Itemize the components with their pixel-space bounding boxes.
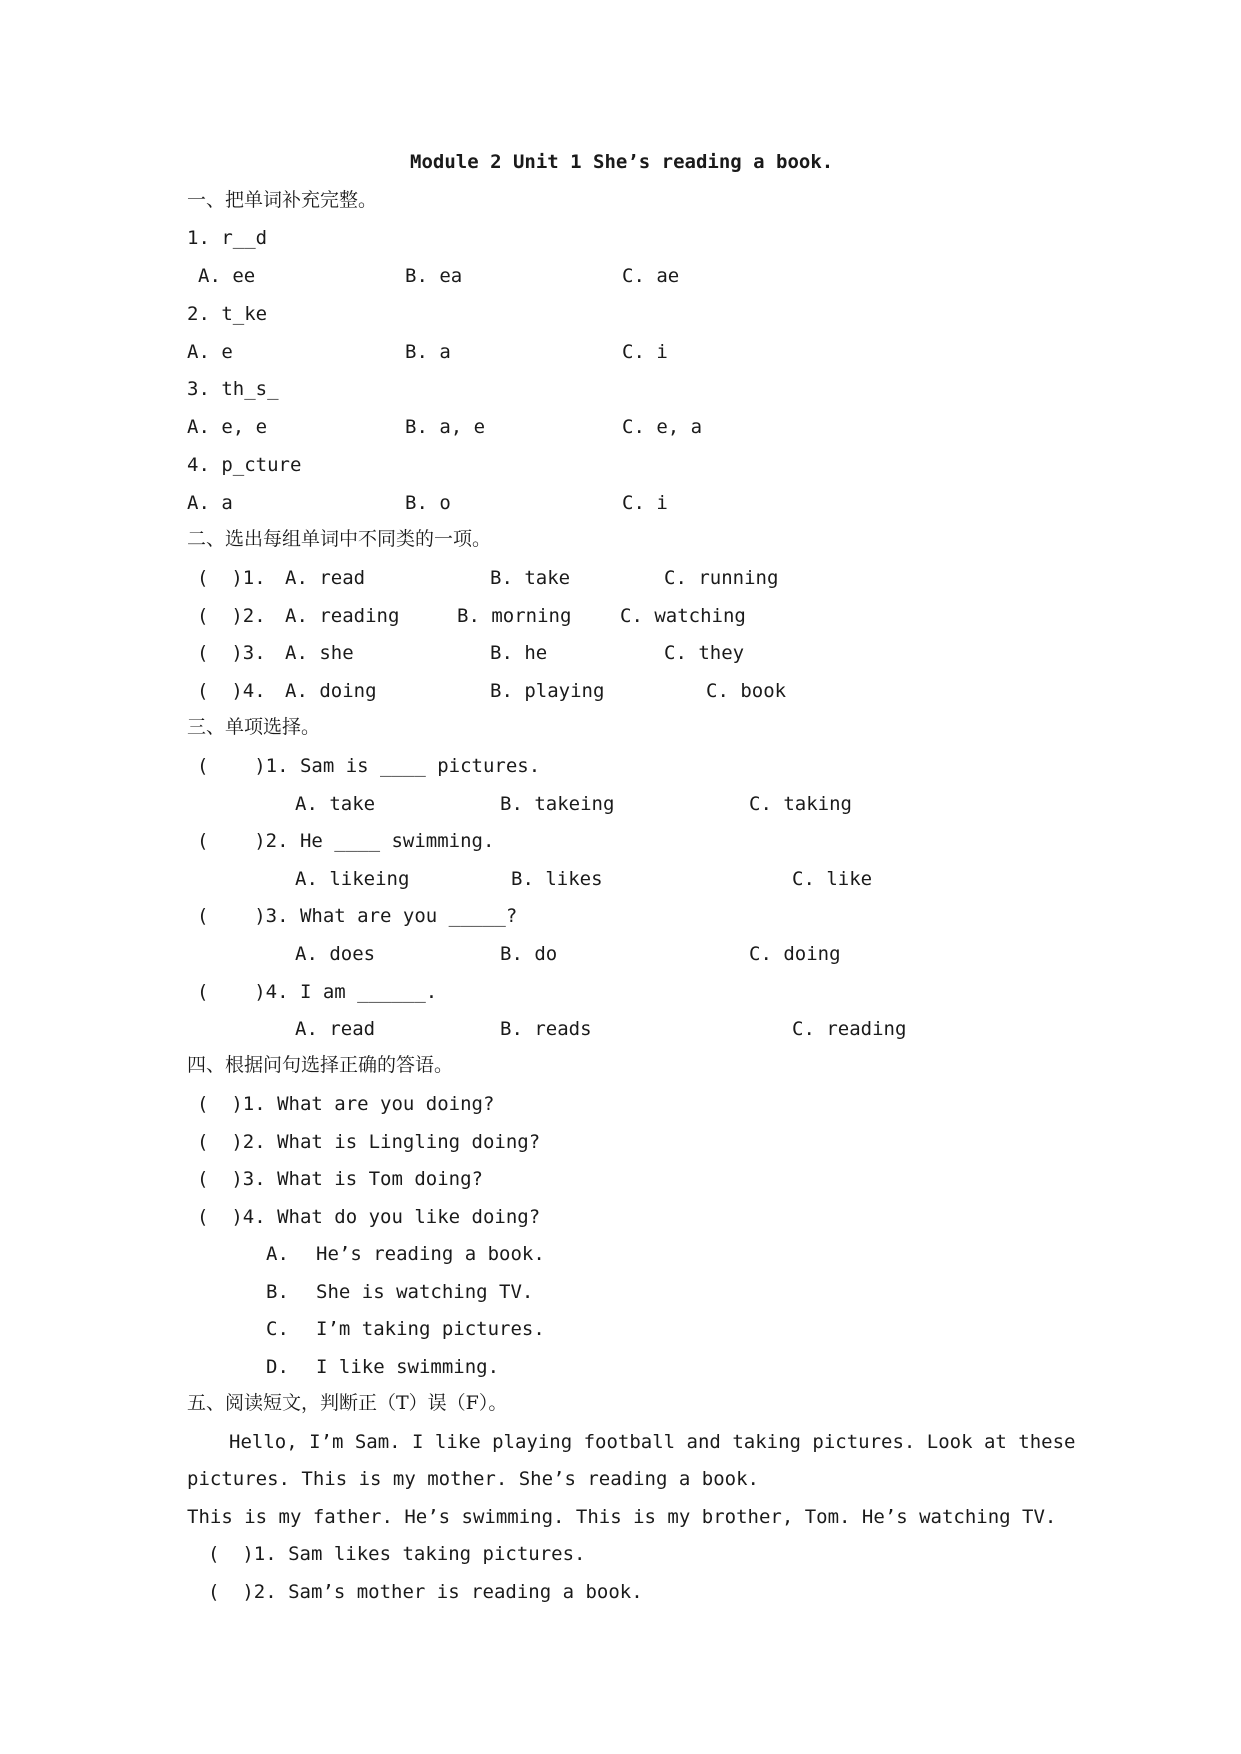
question-stem: ( )4. What do you like doing? — [197, 1206, 541, 1228]
question-stem: 3. th_s_ — [187, 378, 279, 400]
option-a: A. she — [285, 642, 354, 664]
option-b: B. ea — [405, 265, 463, 287]
option-b: B. playing — [490, 680, 605, 702]
answer-bracket: ( )2. — [197, 605, 266, 627]
answer-text: He’s reading a book. — [316, 1243, 545, 1265]
answer-bracket: ( )1. — [197, 567, 266, 589]
answer-bracket: ( )4. — [197, 680, 266, 702]
statement: ( )1. Sam likes taking pictures. — [208, 1543, 586, 1565]
option-a: A. a — [187, 492, 233, 514]
answer-letter: A. — [266, 1243, 289, 1265]
option-c: C. like — [792, 868, 873, 890]
option-b: B. take — [490, 567, 571, 589]
answer-letter: C. — [266, 1318, 289, 1340]
option-a: A. e — [187, 341, 233, 363]
option-c: C. taking — [749, 793, 852, 815]
question-stem: ( )1. Sam is ____ pictures. — [197, 755, 541, 777]
option-c: C. e, a — [622, 416, 703, 438]
option-b: B. o — [405, 492, 451, 514]
question-stem: ( )3. What is Tom doing? — [197, 1168, 483, 1190]
answer-text: She is watching TV. — [316, 1281, 534, 1303]
option-b: B. takeing — [500, 793, 615, 815]
option-c: C. book — [706, 680, 787, 702]
question-stem: ( )2. What is Lingling doing? — [197, 1131, 541, 1153]
question-stem: ( )3. What are you _____? — [197, 905, 518, 927]
question-stem: ( )1. What are you doing? — [197, 1093, 495, 1115]
option-a: A. take — [295, 793, 376, 815]
answer-letter: D. — [266, 1356, 289, 1378]
option-c: C. watching — [620, 605, 746, 627]
question-stem: ( )2. He ____ swimming. — [197, 830, 495, 852]
section-heading: 五、阅读短文，判断正（T）误（F）。 — [187, 1392, 508, 1414]
option-c: C. ae — [622, 265, 680, 287]
statement: ( )2. Sam’s mother is reading a book. — [208, 1581, 643, 1603]
answer-text: I like swimming. — [316, 1356, 500, 1378]
option-c: C. running — [664, 567, 779, 589]
option-c: C. doing — [749, 943, 841, 965]
option-b: B. do — [500, 943, 558, 965]
option-a: A. likeing — [295, 868, 410, 890]
option-c: C. reading — [792, 1018, 907, 1040]
answer-text: I’m taking pictures. — [316, 1318, 545, 1340]
option-b: B. reads — [500, 1018, 592, 1040]
option-b: B. a, e — [405, 416, 486, 438]
option-c: C. i — [622, 492, 668, 514]
section-heading: 一、把单词补充完整。 — [187, 189, 378, 211]
option-b: B. a — [405, 341, 451, 363]
option-a: A. e, e — [187, 416, 268, 438]
option-a: A. doing — [285, 680, 377, 702]
option-a: A. does — [295, 943, 376, 965]
option-b: B. he — [490, 642, 548, 664]
option-a: A. reading — [285, 605, 400, 627]
question-stem: 4. p_cture — [187, 454, 302, 476]
question-stem: 1. r__d — [187, 227, 268, 249]
answer-letter: B. — [266, 1281, 289, 1303]
passage-line: pictures. This is my mother. She’s reading a book. — [187, 1468, 759, 1490]
passage-line: Hello, I’m Sam. I like playing football and taking pictures. Look at these — [229, 1431, 1076, 1453]
page-title: Module 2 Unit 1 She’s reading a book. — [410, 151, 834, 173]
option-b: B. morning — [457, 605, 572, 627]
option-a: A. read — [285, 567, 366, 589]
option-b: B. likes — [511, 868, 603, 890]
question-stem: ( )4. I am ______. — [197, 981, 438, 1003]
option-c: C. they — [664, 642, 745, 664]
option-a: A. read — [295, 1018, 376, 1040]
option-a: A. ee — [198, 265, 256, 287]
answer-bracket: ( )3. — [197, 642, 266, 664]
passage-line: This is my father. He’s swimming. This is my brother, Tom. He’s watching TV. — [187, 1506, 1057, 1528]
option-c: C. i — [622, 341, 668, 363]
question-stem: 2. t_ke — [187, 303, 268, 325]
section-heading: 四、根据问句选择正确的答语。 — [187, 1054, 454, 1076]
section-heading: 三、单项选择。 — [187, 716, 321, 738]
section-heading: 二、选出每组单词中不同类的一项。 — [187, 528, 492, 550]
